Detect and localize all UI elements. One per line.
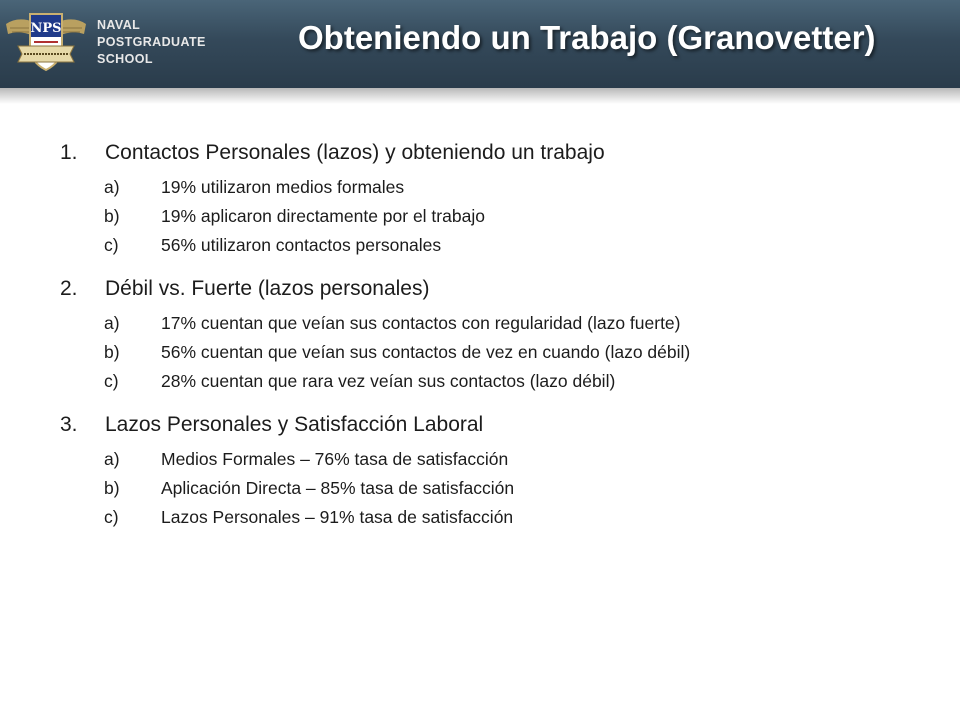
list-item <box>60 478 860 498</box>
section-contactos-personales <box>60 138 860 255</box>
list-item <box>60 371 860 391</box>
list-item <box>60 449 860 469</box>
section-heading <box>60 274 860 304</box>
section-heading-text: Lazos Personales y Satisfacción Laboral <box>105 413 484 436</box>
item-letter: a) <box>104 313 120 333</box>
section-debil-vs-fuerte <box>60 274 860 391</box>
school-name-line: POSTGRADUATE <box>97 35 206 49</box>
school-name <box>97 17 206 68</box>
section-number: 3. <box>60 413 78 436</box>
section-heading-text: Débil vs. Fuerte (lazos personales) <box>105 277 430 300</box>
school-name-line: NAVAL <box>97 18 141 32</box>
section-number: 2. <box>60 277 78 300</box>
section-heading <box>60 410 860 440</box>
item-text: Lazos Personales – 91% tasa de satisfacción <box>161 507 514 527</box>
section-heading-text: Contactos Personales (lazos) y obteniendo un trabajo <box>105 141 605 164</box>
item-letter: a) <box>104 449 120 469</box>
svg-text:NPS: NPS <box>30 21 62 36</box>
item-letter: b) <box>104 206 120 226</box>
item-text: 17% cuentan que veían sus contactos con regularidad (lazo fuerte) <box>161 313 681 333</box>
item-letter: a) <box>104 177 120 197</box>
item-text: Medios Formales – 76% tasa de satisfacción <box>161 449 509 469</box>
sub-list <box>60 313 860 391</box>
list-item <box>60 235 860 255</box>
list-item <box>60 342 860 362</box>
item-text: 56% cuentan que veían sus contactos de vez en cuando (lazo débil) <box>161 342 691 362</box>
item-letter: b) <box>104 342 120 362</box>
item-text: 19% aplicaron directamente por el trabajo <box>161 206 485 226</box>
school-name-line: SCHOOL <box>97 52 153 66</box>
item-letter: c) <box>104 235 119 255</box>
list-item <box>60 206 860 226</box>
slide-header <box>0 0 960 88</box>
item-letter: c) <box>104 507 119 527</box>
section-heading <box>60 138 860 168</box>
item-letter: b) <box>104 478 120 498</box>
item-letter: c) <box>104 371 119 391</box>
list-item <box>60 507 860 527</box>
item-text: Aplicación Directa – 85% tasa de satisfacción <box>161 478 515 498</box>
item-text: 28% cuentan que rara vez veían sus contactos (lazo débil) <box>161 371 616 391</box>
section-satisfaccion-laboral <box>60 410 860 527</box>
section-number: 1. <box>60 141 78 164</box>
slide-content <box>60 138 860 546</box>
sub-list <box>60 177 860 255</box>
list-item <box>60 313 860 333</box>
item-text: 19% utilizaron medios formales <box>161 177 405 197</box>
item-text: 56% utilizaron contactos personales <box>161 235 442 255</box>
list-item <box>60 177 860 197</box>
header-shadow <box>0 88 960 104</box>
sub-list <box>60 449 860 527</box>
nps-shield-logo-icon <box>4 6 88 76</box>
page-title: Obteniendo un Trabajo (Granovetter) <box>298 19 876 56</box>
